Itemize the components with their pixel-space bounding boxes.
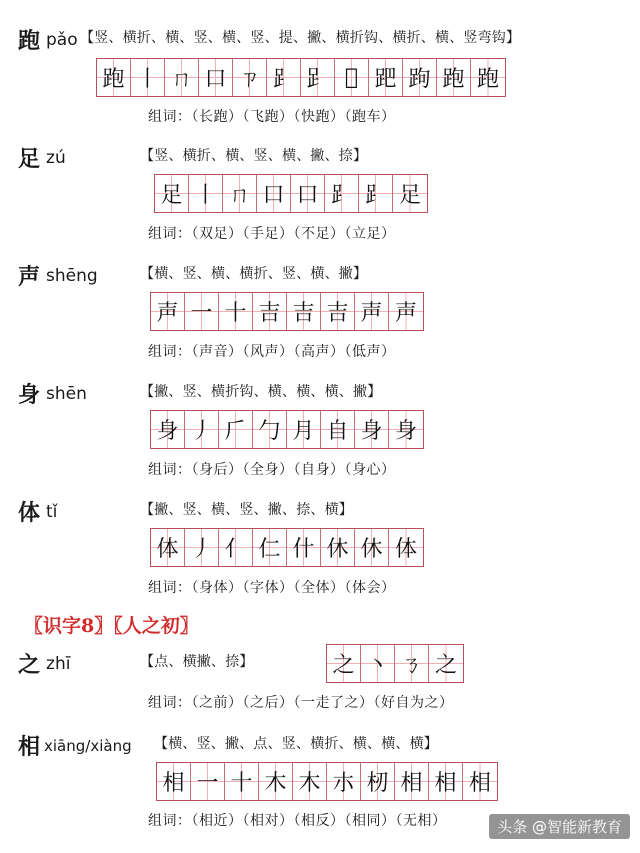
stroke-cell: 声 <box>389 293 423 330</box>
entry-character: 体 <box>18 500 41 526</box>
entry-pinyin: zhī <box>46 653 71 674</box>
stroke-grid <box>156 762 498 801</box>
stroke-grid <box>326 644 464 683</box>
stroke-cell: 之 <box>429 645 463 682</box>
entry-heading <box>18 648 70 679</box>
stroke-cell: ⻊ <box>325 175 359 212</box>
word-examples <box>148 223 396 243</box>
stroke-cell: 丨 <box>189 175 223 212</box>
stroke-grid <box>154 174 428 213</box>
word-examples-label: 组词： <box>148 462 192 478</box>
stroke-cell: 𠂆 <box>219 411 253 448</box>
word-examples-label: 组词： <box>148 813 192 829</box>
stroke-cell: 一 <box>185 293 219 330</box>
entry-pinyin: zú <box>46 147 66 168</box>
word-examples-label: 组词： <box>148 226 192 242</box>
stroke-order-text: 【点、横撇、捺】 <box>140 654 254 670</box>
entry-character: 足 <box>18 146 41 172</box>
stroke-cell: 木 <box>259 763 293 800</box>
word-examples <box>148 341 396 361</box>
entry-pinyin: tǐ <box>46 501 58 522</box>
word-examples-list: （长跑）（飞跑）（快跑）（跑车） <box>191 109 396 125</box>
entry-pinyin: shēng <box>46 265 98 286</box>
word-examples-list: （双足）（手足）（不足）（立足） <box>191 226 396 242</box>
word-examples-list: （身体）（字体）（全体）（体会） <box>191 580 396 596</box>
word-examples <box>148 692 454 712</box>
stroke-order-text: 【竖、横折、横、竖、横、撇、捺】 <box>140 148 368 164</box>
stroke-cell: 𨀈 <box>335 59 369 96</box>
stroke-cell: 勹 <box>253 411 287 448</box>
entry-heading <box>18 730 132 761</box>
entry-heading <box>18 142 66 173</box>
stroke-cell: 朩 <box>327 763 361 800</box>
stroke-cell: 十 <box>225 763 259 800</box>
stroke-order-text: 【撇、竖、横折钩、横、横、横、撇】 <box>140 384 382 400</box>
stroke-cell: 跔 <box>403 59 437 96</box>
word-examples <box>148 106 396 126</box>
stroke-cell: 身 <box>151 411 185 448</box>
entry-character: 相 <box>18 734 41 760</box>
entry-pinyin: shēn <box>46 383 87 404</box>
word-examples-label: 组词： <box>148 109 192 125</box>
stroke-cell: 跑 <box>471 59 505 96</box>
stroke-cell: 相 <box>157 763 191 800</box>
stroke-cell: 吉 <box>321 293 355 330</box>
stroke-cell: 仁 <box>253 529 287 566</box>
entry-heading <box>18 24 78 55</box>
stroke-grid <box>96 58 506 97</box>
stroke-grid <box>150 410 424 449</box>
entry-pinyin: xiāng/xiàng <box>44 736 132 755</box>
stroke-cell: 体 <box>389 529 423 566</box>
word-examples-label: 组词： <box>148 695 192 711</box>
stroke-cell: ㄋ <box>395 645 429 682</box>
stroke-cell: 口 <box>257 175 291 212</box>
word-examples-list: （声音）（风声）（高声）（低声） <box>191 344 396 360</box>
entry-heading <box>18 378 87 409</box>
stroke-cell: 声 <box>151 293 185 330</box>
stroke-cell: 身 <box>355 411 389 448</box>
word-examples-list: （相近）（相对）（相反）（相同）（无相） <box>191 813 447 829</box>
word-examples-list: （身后）（全身）（自身）（身心） <box>191 462 396 478</box>
stroke-order-text: 【横、竖、撇、点、竖、横折、横、横、横】 <box>154 736 438 752</box>
entry-heading <box>18 496 57 527</box>
stroke-cell: 吉 <box>287 293 321 330</box>
stroke-cell: 相 <box>395 763 429 800</box>
entry-character: 跑 <box>18 28 41 54</box>
stroke-cell: ⻊ <box>359 175 393 212</box>
stroke-cell: 足 <box>155 175 189 212</box>
entry-character: 声 <box>18 264 41 290</box>
stroke-cell: ㄇ <box>165 59 199 96</box>
word-examples-list: （之前）（之后）（一走了之）（好自为之） <box>191 695 454 711</box>
word-examples <box>148 810 447 830</box>
word-examples <box>148 577 396 597</box>
word-examples <box>148 459 396 479</box>
stroke-cell: 之 <box>327 645 361 682</box>
stroke-cell: 𧾷 <box>301 59 335 96</box>
stroke-cell: 跑 <box>437 59 471 96</box>
stroke-cell: ㄗ <box>233 59 267 96</box>
stroke-cell: ⻊ <box>267 59 301 96</box>
stroke-cell: 杒 <box>361 763 395 800</box>
entry-character: 身 <box>18 382 41 408</box>
stroke-cell: 跑 <box>97 59 131 96</box>
watermark: 头条 @智能新教育 <box>489 814 630 839</box>
stroke-cell: 一 <box>191 763 225 800</box>
entry-pinyin: pǎo <box>46 29 78 50</box>
stroke-cell: 丨 <box>131 59 165 96</box>
word-examples-label: 组词： <box>148 344 192 360</box>
stroke-cell: 十 <box>219 293 253 330</box>
stroke-order-text: 【横、竖、横、横折、竖、横、撇】 <box>140 266 368 282</box>
stroke-cell: 什 <box>287 529 321 566</box>
stroke-cell: ⼝ <box>291 175 325 212</box>
stroke-grid <box>150 528 424 567</box>
stroke-cell: 丿 <box>185 529 219 566</box>
stroke-grid <box>150 292 424 331</box>
stroke-cell: 声 <box>355 293 389 330</box>
entry-character: 之 <box>18 652 41 678</box>
section-title: 〖识字8〗〖人之初〗 <box>24 615 199 637</box>
stroke-cell: 亻 <box>219 529 253 566</box>
stroke-cell: 丿 <box>185 411 219 448</box>
stroke-order-text: 【竖、横折、横、竖、横、竖、提、撇、横折钩、横折、横、竖弯钩】 <box>80 30 521 46</box>
stroke-cell: ⽉ <box>287 411 321 448</box>
stroke-cell: 体 <box>151 529 185 566</box>
word-examples-label: 组词： <box>148 580 192 596</box>
stroke-cell: 相 <box>429 763 463 800</box>
stroke-cell: 跁 <box>369 59 403 96</box>
stroke-cell: 休 <box>321 529 355 566</box>
stroke-cell: 身 <box>389 411 423 448</box>
stroke-cell: ㄇ <box>223 175 257 212</box>
stroke-cell: 口 <box>199 59 233 96</box>
stroke-cell: 足 <box>393 175 427 212</box>
entry-heading <box>18 260 98 291</box>
stroke-cell: 木 <box>293 763 327 800</box>
stroke-cell: 丶 <box>361 645 395 682</box>
stroke-order-text: 【撇、竖、横、竖、撇、捺、横】 <box>140 502 353 518</box>
stroke-cell: 相 <box>463 763 497 800</box>
stroke-cell: 自 <box>321 411 355 448</box>
stroke-cell: 吉 <box>253 293 287 330</box>
stroke-cell: 休 <box>355 529 389 566</box>
